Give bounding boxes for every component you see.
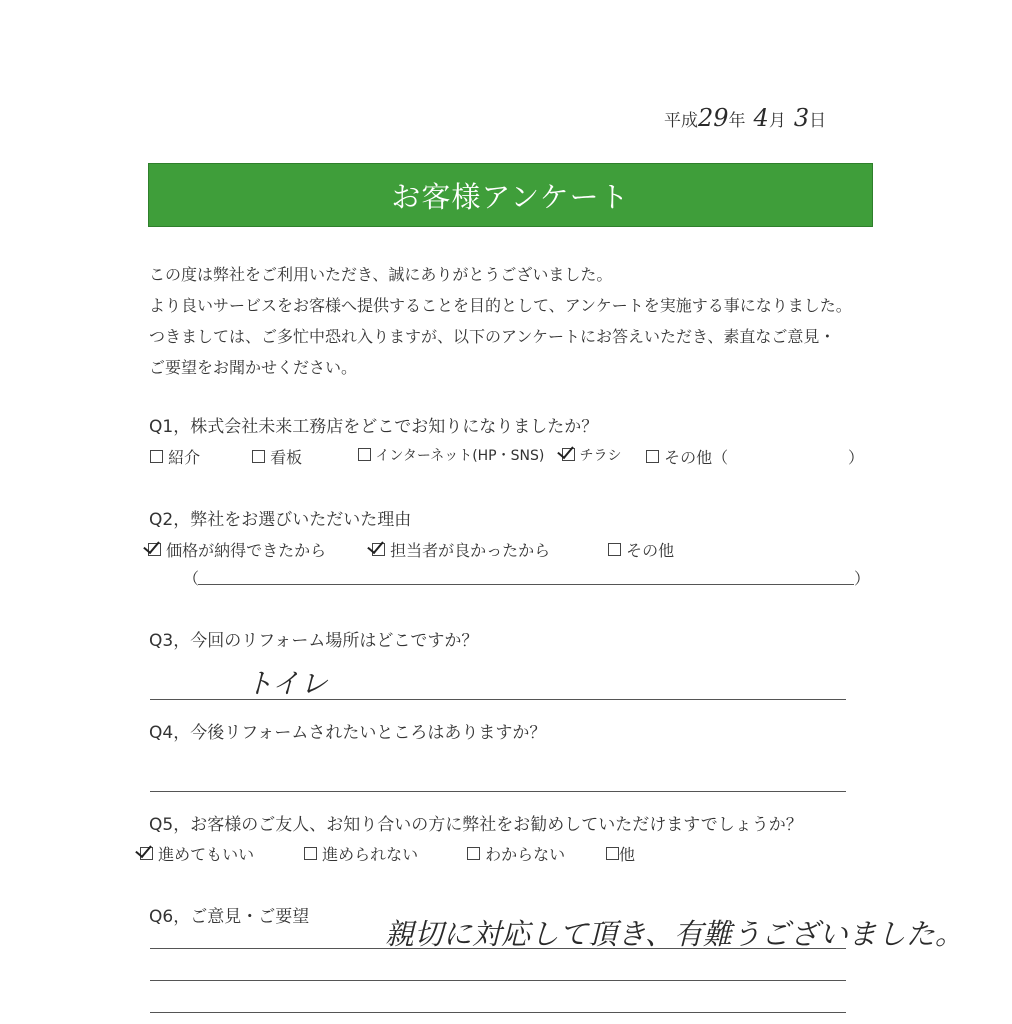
- checkbox[interactable]: [608, 543, 621, 556]
- q3-label: Q3，今回のリフォーム場所はどこですか？: [149, 631, 479, 651]
- q3-answer: トイレ: [245, 667, 328, 700]
- q4-label: Q4，今後リフォームされたいところはありますか？: [149, 723, 547, 743]
- q5-label: Q5，お客様のご友人、お知り合いの方に弊社をお勧めしていただけますでしょうか？: [149, 815, 803, 835]
- intro-line-2: より良いサービスをお客様へ提供することを目的として、アンケートを実施する事になりました。: [149, 296, 852, 315]
- checkbox-checked[interactable]: [148, 543, 161, 556]
- q4-answer-line[interactable]: [150, 791, 846, 792]
- checkbox[interactable]: [606, 847, 619, 860]
- q2-option-3[interactable]: その他: [608, 538, 674, 561]
- q6-answer-line-1[interactable]: [150, 948, 846, 949]
- checkbox[interactable]: [150, 450, 163, 463]
- q5-option-1[interactable]: 進めてもいい: [140, 842, 254, 865]
- q3-answer-line[interactable]: [150, 699, 846, 700]
- date-era: 平成: [664, 111, 698, 131]
- q1-option-4[interactable]: チラシ: [562, 445, 621, 465]
- date-day: 3: [793, 104, 810, 132]
- q1-option-2[interactable]: 看板: [252, 445, 302, 468]
- checkbox[interactable]: [252, 450, 265, 463]
- checkbox-checked[interactable]: [562, 448, 575, 461]
- checkbox[interactable]: [646, 450, 659, 463]
- checkbox[interactable]: [467, 847, 480, 860]
- checkbox[interactable]: [304, 847, 317, 860]
- title-banner: [148, 163, 873, 227]
- date-month-unit: 月: [768, 111, 786, 131]
- q1-option-5-close: ）: [848, 448, 865, 467]
- date-month: 4: [753, 104, 769, 132]
- q5-option-2[interactable]: 進められない: [304, 842, 418, 865]
- q1-option-1[interactable]: 紹介: [150, 445, 200, 468]
- checkbox-checked[interactable]: [372, 543, 385, 556]
- q1-label: Q1，株式会社未来工務店をどこでお知りになりましたか？: [149, 417, 599, 437]
- q1-option-3[interactable]: インターネット(HP・SNS): [358, 445, 544, 465]
- q6-answer: 親切に対応して頂き、有難うございました。: [385, 917, 964, 951]
- checkbox[interactable]: [358, 448, 371, 461]
- intro-line-1: この度は弊社をご利用いただき、誠にありがとうございました。: [149, 265, 613, 284]
- date-day-unit: 日: [809, 111, 827, 131]
- q5-option-4[interactable]: 他: [606, 842, 635, 865]
- date: [664, 104, 826, 132]
- q5-option-3[interactable]: わからない: [467, 842, 565, 865]
- q6-answer-line-3[interactable]: [150, 1012, 846, 1013]
- q2-label: Q2，弊社をお選びいただいた理由: [149, 510, 412, 530]
- intro-line-3: つきましては、ご多忙中恐れ入りますが、以下のアンケートにお答えいただき、素直なご意見・: [149, 327, 836, 346]
- page-title: お客様アンケート: [391, 179, 630, 214]
- q2-other-line[interactable]: [198, 584, 854, 585]
- q6-label: Q6，ご意見・ご要望: [149, 907, 310, 927]
- q1-option-5[interactable]: その他（: [646, 445, 728, 468]
- q2-paren-open: （: [183, 569, 200, 588]
- checkbox-checked[interactable]: [140, 847, 153, 860]
- q6-answer-line-2[interactable]: [150, 980, 846, 981]
- q2-paren-close: ）: [854, 569, 871, 588]
- date-year-unit: 年: [728, 111, 746, 131]
- date-year: 29: [698, 104, 729, 132]
- intro-line-4: ご要望をお聞かせください。: [149, 358, 358, 377]
- q2-option-1[interactable]: 価格が納得できたから: [148, 538, 326, 561]
- q2-option-2[interactable]: 担当者が良かったから: [372, 538, 550, 561]
